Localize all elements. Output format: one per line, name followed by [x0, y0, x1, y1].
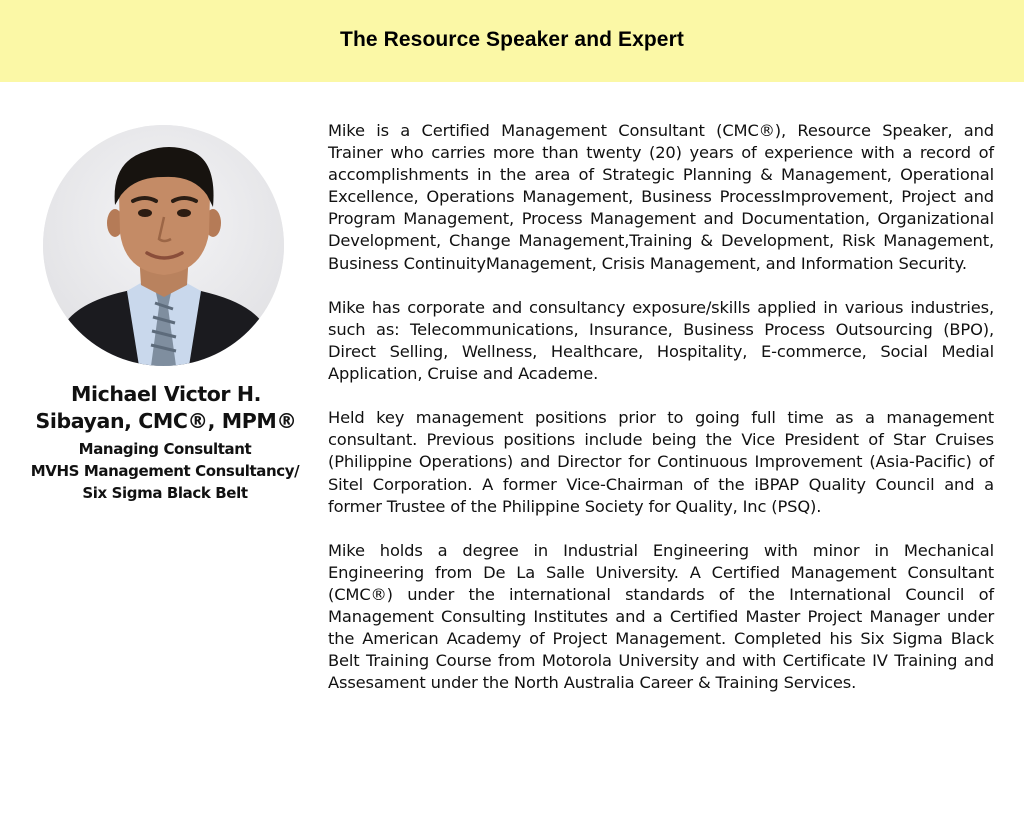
bio-paragraph: Held key management positions prior to going full time as a management consultant. Previous positions include being the Vice President of Star Cruises (Philippine Operations) and Director for Continuous Improvement (Asia-Pacific) of Sitel Corporation. A former Vice-Chairman of the iBPAP Quality Council and a former Trustee of the Philippine Society for Quality, Inc (PSQ). [328, 408, 994, 516]
speaker-role [0, 438, 330, 504]
speaker-role-line: Six Sigma Black Belt [82, 484, 248, 502]
speaker-name-line: Sibayan, CMC®, MPM® [35, 409, 297, 433]
speaker-profile [0, 381, 330, 504]
speaker-role-line: Managing Consultant [78, 440, 252, 458]
speaker-role-line: MVHS Management Consultancy/ [30, 462, 300, 480]
bio-paragraph: Mike has corporate and consultancy exposure/skills applied in various industries, such as: Telecommunications, Insurance, Business Process Outsourcing (BPO), Direct Selling, Wellness, Healthcare, Hospitality, E-commerce, Social Medial Application, Cruise and Academe. [328, 297, 994, 384]
page-title: The Resource Speaker and Expert [340, 28, 684, 51]
bio-paragraph: Mike holds a degree in Industrial Engineering with minor in Mechanical Engineering from De La Salle University. A Certified Management Consultant (CMC®) under the international standards of the International Council of Management Consulting Institutes and a Certified Master Project Manager under the American Academy of Project Management. Completed his Six Sigma Black Belt Training Course from Motorola University and with Certificate IV Training and Assesament under the North Australia Career & Training Services. [328, 540, 994, 693]
speaker-bio [328, 120, 994, 694]
speaker-name [0, 381, 330, 435]
title-banner [0, 0, 1024, 82]
speaker-photo [43, 125, 284, 366]
speaker-name-line: Michael Victor H. [70, 382, 262, 406]
bio-paragraph: Mike is a Certified Management Consultant (CMC®), Resource Speaker, and Trainer who carries more than twenty (20) years of experience with a record of accomplishments in the area of Strategic Planning & Management, Operational Excellence, Operations Management, Business ProcessImprovement, Project and Program Management, Process Management and Documentation, Organizational Development, Change Management,Training & Development, Risk Management, Business ContinuityManagement, Crisis Management, and Information Security. [328, 121, 994, 273]
speaker-portrait-icon [43, 125, 284, 366]
